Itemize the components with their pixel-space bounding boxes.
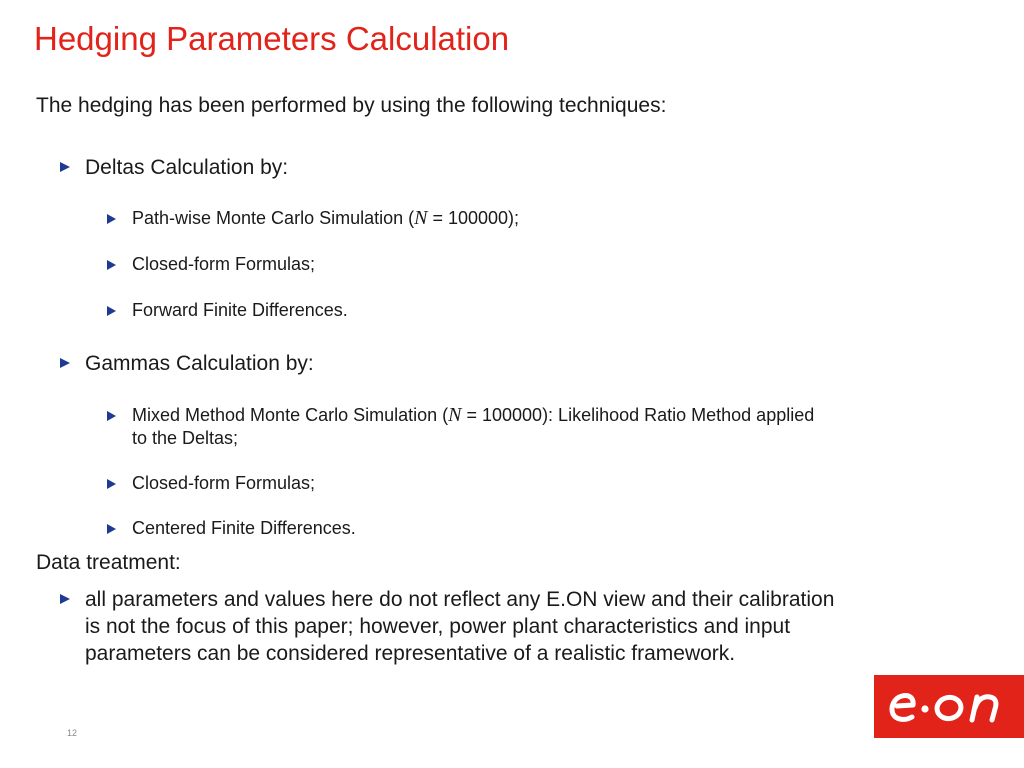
slide-title: Hedging Parameters Calculation [34, 20, 510, 57]
deltas-item-text: Forward Finite Differences. [132, 300, 348, 320]
deltas-heading: Deltas Calculation by: [85, 156, 289, 179]
gammas-item-text: Mixed Method Monte Carlo Simulation (N = 100000): Likelihood Ratio Method applied to the Deltas; [132, 404, 815, 448]
gammas-item-text: Closed-form Formulas; [132, 473, 316, 493]
bullet-triangle-icon [60, 162, 70, 172]
bullet-triangle-icon [107, 524, 116, 534]
intro-text: The hedging has been performed by using the following techniques: [36, 94, 667, 117]
bullet-triangle-icon [107, 306, 116, 316]
data-treatment-bullet [60, 586, 834, 667]
gammas-heading-bullet [60, 350, 314, 377]
bullet-triangle-icon [107, 411, 116, 421]
bullet-triangle-icon [107, 260, 116, 270]
gammas-item-closed-form [107, 472, 315, 495]
data-treatment-heading: Data treatment: [36, 551, 181, 574]
deltas-heading-bullet [60, 154, 288, 181]
eon-logo-icon [874, 675, 1024, 738]
gammas-item-mixed-method [107, 404, 814, 450]
gammas-item-text: Centered Finite Differences. [132, 518, 356, 538]
bullet-triangle-icon [60, 594, 70, 604]
data-treatment-text: all parameters and values here do not reflect any E.ON view and their calibration is not the focus of this paper; however, power plant characteristics and input parameters can be considered representative of a realistic framework. [85, 588, 835, 665]
deltas-item-text: Path-wise Monte Carlo Simulation (N = 100000); [132, 207, 520, 229]
deltas-item-forward-finite [107, 299, 348, 322]
gammas-heading: Gammas Calculation by: [85, 352, 314, 375]
eon-logo [874, 675, 1024, 738]
deltas-item-text: Closed-form Formulas; [132, 254, 316, 274]
bullet-triangle-icon [107, 479, 116, 489]
bullet-triangle-icon [60, 358, 70, 368]
deltas-item-monte-carlo [107, 207, 519, 230]
bullet-triangle-icon [107, 214, 116, 224]
deltas-item-closed-form [107, 253, 315, 276]
page-number: 12 [67, 728, 78, 738]
gammas-item-centered-finite [107, 517, 356, 540]
